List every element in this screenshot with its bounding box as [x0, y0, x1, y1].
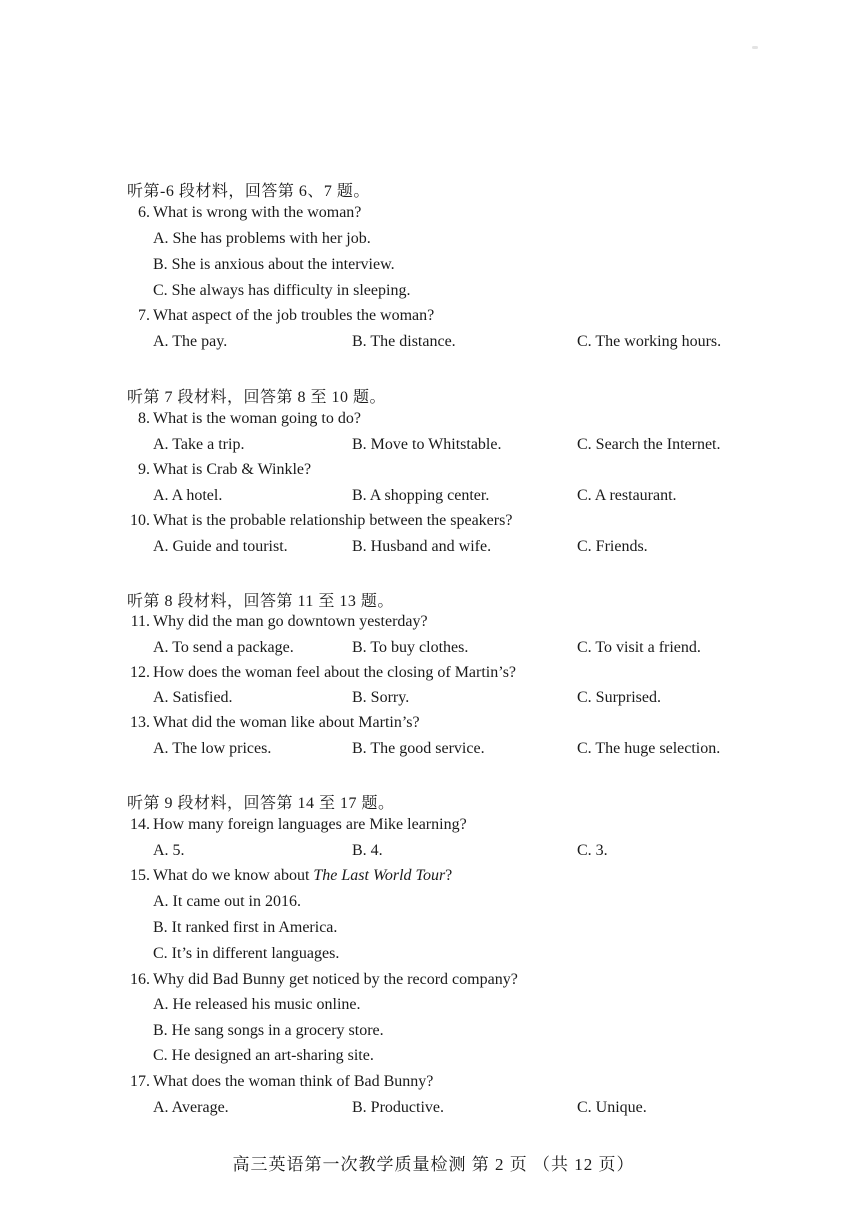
option-a: A. It came out in 2016.	[153, 893, 301, 910]
option-c: C. 3.	[577, 842, 608, 859]
option-c: C. Search the Internet.	[577, 436, 721, 453]
option-b: B. Husband and wife.	[352, 538, 492, 555]
question-text: Why did the man go downtown yesterday?	[153, 613, 428, 630]
option-c: C. A restaurant.	[577, 487, 677, 504]
question-11	[0, 613, 867, 637]
option-a: A. Take a trip.	[153, 436, 245, 453]
option-c: C. The huge selection.	[577, 740, 721, 757]
section-header: 听第 7 段材料，回答第 8 至 10 题。	[127, 389, 387, 406]
question-9	[0, 461, 867, 485]
question-number: 15.	[130, 867, 150, 884]
question-text: What is Crab & Winkle?	[153, 461, 312, 478]
question-text: How many foreign languages are Mike learning?	[153, 816, 467, 833]
question-text: What aspect of the job troubles the woman?	[153, 307, 435, 324]
question-6	[0, 204, 867, 228]
option-c: C. Unique.	[577, 1099, 647, 1116]
question-text: What is the woman going to do?	[153, 410, 361, 427]
section-header: 听第 9 段材料，回答第 14 至 17 题。	[127, 795, 395, 812]
question-text: What does the woman think of Bad Bunny?	[153, 1073, 434, 1090]
option-c: C. The working hours.	[577, 333, 722, 350]
option-c: C. To visit a friend.	[577, 639, 701, 656]
option-b: B. Sorry.	[352, 689, 410, 706]
question-number: 16.	[130, 971, 150, 988]
option-b: B. Move to Whitstable.	[352, 436, 502, 453]
option-b: B. To buy clothes.	[352, 639, 469, 656]
question-number: 8.	[138, 410, 150, 427]
option-c: C. She always has difficulty in sleeping.	[153, 282, 411, 299]
section-header: 听第-6 段材料，回答第 6、7 题。	[127, 183, 370, 200]
option-b: B. The good service.	[352, 740, 485, 757]
option-a: A. He released his music online.	[153, 996, 361, 1013]
question-17	[0, 1073, 867, 1097]
question-number: 14.	[130, 816, 150, 833]
option-c: C. It’s in different languages.	[153, 945, 340, 962]
option-a: A. The pay.	[153, 333, 228, 350]
scan-speck	[752, 46, 758, 49]
question-text: What did the woman like about Martin’s?	[153, 714, 420, 731]
option-a: A. Satisfied.	[153, 689, 233, 706]
section-header: 听第 8 段材料，回答第 11 至 13 题。	[127, 593, 394, 610]
option-b: B. Productive.	[352, 1099, 444, 1116]
option-a: A. A hotel.	[153, 487, 223, 504]
question-number: 13.	[130, 714, 150, 731]
question-number: 17.	[130, 1073, 150, 1090]
option-b: B. She is anxious about the interview.	[153, 256, 395, 273]
page-footer: 高三英语第一次教学质量检测 第 2 页 （共 12 页）	[232, 1155, 635, 1174]
question-12	[0, 664, 867, 688]
question-number: 7.	[138, 307, 150, 324]
option-b: B. A shopping center.	[352, 487, 490, 504]
question-16	[0, 971, 867, 995]
question-number: 11.	[130, 613, 150, 630]
question-text: What is wrong with the woman?	[153, 204, 362, 221]
option-c: C. Surprised.	[577, 689, 661, 706]
question-number: 10.	[130, 512, 150, 529]
option-c: C. He designed an art-sharing site.	[153, 1047, 374, 1064]
album-title: The Last World Tour	[313, 867, 446, 884]
question-text: What is the probable relationship between the speakers?	[153, 512, 513, 529]
question-text-pre: What do we know about	[153, 867, 314, 884]
question-text-post: ?	[445, 867, 453, 884]
option-b: B. He sang songs in a grocery store.	[153, 1022, 384, 1039]
question-8	[0, 410, 867, 434]
option-b: B. It ranked first in America.	[153, 919, 338, 936]
question-10	[0, 512, 867, 536]
question-13	[0, 714, 867, 738]
question-text: Why did Bad Bunny get noticed by the record company?	[153, 971, 518, 988]
option-a: A. Guide and tourist.	[153, 538, 288, 555]
question-number: 6.	[138, 204, 150, 221]
option-a: A. 5.	[153, 842, 185, 859]
question-number: 12.	[130, 664, 150, 681]
option-c: C. Friends.	[577, 538, 648, 555]
option-a: A. The low prices.	[153, 740, 272, 757]
option-a: A. To send a package.	[153, 639, 294, 656]
question-14	[0, 816, 867, 840]
question-7	[0, 307, 867, 331]
option-a: A. Average.	[153, 1099, 229, 1116]
question-15	[0, 867, 867, 891]
option-b: B. The distance.	[352, 333, 456, 350]
question-number: 9.	[138, 461, 150, 478]
option-a: A. She has problems with her job.	[153, 230, 371, 247]
option-b: B. 4.	[352, 842, 383, 859]
question-text	[153, 867, 452, 885]
question-text: How does the woman feel about the closing of Martin’s?	[153, 664, 517, 681]
